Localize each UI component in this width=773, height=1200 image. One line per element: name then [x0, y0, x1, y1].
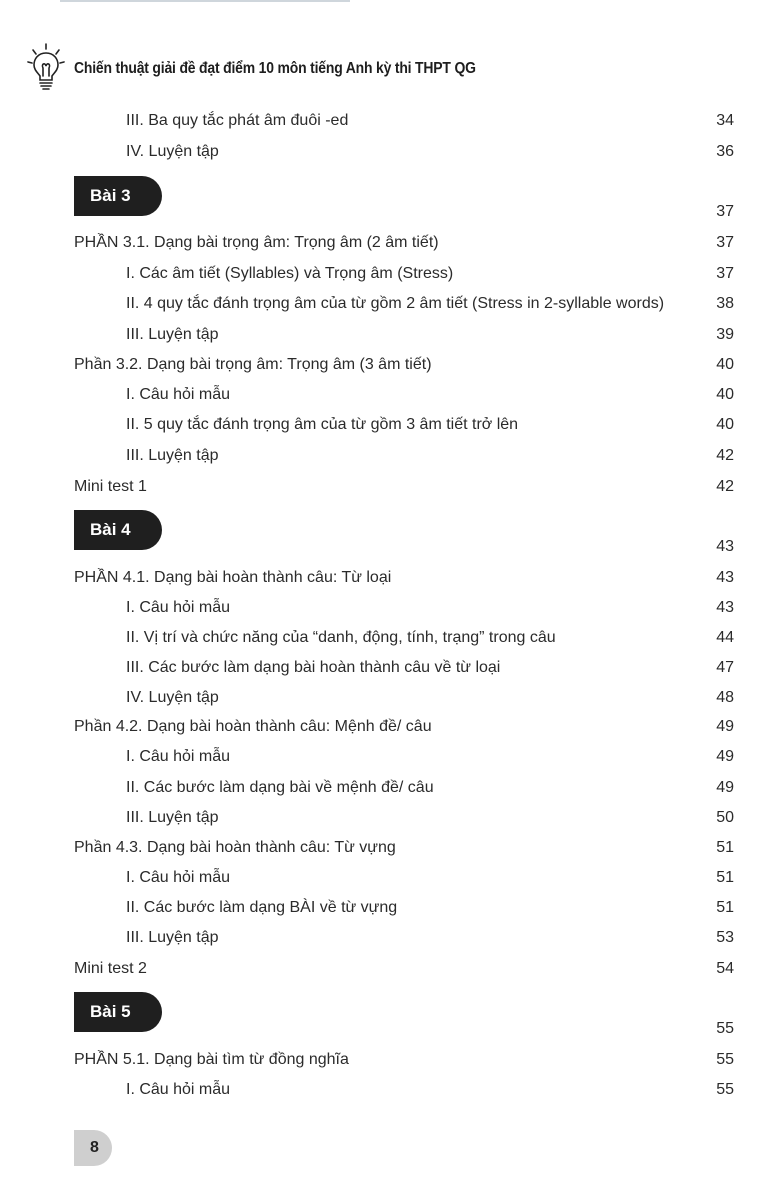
toc-entry[interactable]: [126, 382, 734, 408]
toc-entry-label: IV. Luyện tập: [126, 689, 219, 706]
toc-entry-page: 51: [716, 899, 734, 916]
toc-entry-page: 50: [716, 809, 734, 826]
toc-entry-page: 51: [716, 869, 734, 886]
toc-entry[interactable]: [126, 805, 734, 831]
toc-entry-page: 49: [716, 779, 734, 796]
toc-section[interactable]: [74, 474, 734, 500]
toc-entry-label: III. Các bước làm dạng bài hoàn thành câu về từ loại: [126, 659, 501, 676]
toc-entry[interactable]: [126, 625, 734, 651]
toc-entry[interactable]: [126, 925, 734, 951]
toc-section-label: Phần 3.2. Dạng bài trọng âm: Trọng âm (3 âm tiết): [74, 356, 432, 373]
toc-entry-label: IV. Luyện tập: [126, 143, 219, 160]
toc-entry[interactable]: [126, 1077, 734, 1103]
toc-entry[interactable]: [126, 595, 734, 621]
chapter-page: 43: [716, 538, 734, 555]
toc-entry-label: II. Vị trí và chức năng của “danh, động, tính, trạng” trong câu: [126, 629, 556, 646]
toc-entry-label: II. Các bước làm dạng bài về mệnh đề/ câu: [126, 779, 434, 796]
toc-entry[interactable]: [126, 895, 734, 921]
toc-entry-page: 47: [716, 659, 734, 676]
toc-section-page: 55: [716, 1051, 734, 1068]
chapter-page: 37: [716, 203, 734, 220]
toc-entry-label: I. Câu hỏi mẫu: [126, 386, 231, 403]
toc-section[interactable]: [74, 835, 734, 861]
toc-section[interactable]: [74, 565, 734, 591]
toc-entry[interactable]: [126, 412, 734, 438]
chapter-badge-bai-4[interactable]: Bài 4: [74, 510, 162, 550]
toc-entry[interactable]: [126, 139, 734, 165]
toc-section[interactable]: [74, 956, 734, 982]
toc-section-page: 43: [716, 569, 734, 586]
toc-entry[interactable]: [126, 261, 734, 287]
toc-section-page: 54: [716, 960, 734, 977]
toc-section-label: Mini test 1: [74, 478, 147, 495]
toc-section-page: 40: [716, 356, 734, 373]
toc-entry-label: III. Luyện tập: [126, 326, 219, 343]
toc-section-label: Mini test 2: [74, 960, 147, 977]
toc-section-label: Phần 4.3. Dạng bài hoàn thành câu: Từ vựng: [74, 839, 396, 856]
toc-entry-page: 40: [716, 416, 734, 433]
toc-entry[interactable]: [126, 744, 734, 770]
toc-entry-label: III. Ba quy tắc phát âm đuôi -ed: [126, 112, 349, 129]
toc-entry[interactable]: [126, 291, 734, 317]
page-number-badge: 8: [74, 1130, 112, 1166]
toc-entry-page: 43: [716, 599, 734, 616]
toc-entry-page: 48: [716, 689, 734, 706]
header-title: Chiến thuật giải đề đạt điểm 10 môn tiếng Anh kỳ thi THPT QG: [74, 60, 476, 77]
toc-entry-page: 55: [716, 1081, 734, 1098]
toc-entry-label: III. Luyện tập: [126, 809, 219, 826]
toc-section-label: PHẦN 3.1. Dạng bài trọng âm: Trọng âm (2 âm tiết): [74, 234, 439, 251]
toc-section-page: 42: [716, 478, 734, 495]
toc-entry[interactable]: [126, 775, 734, 801]
toc-entry-label: III. Luyện tập: [126, 929, 219, 946]
toc-entry-page: 53: [716, 929, 734, 946]
toc-entry[interactable]: [126, 322, 734, 348]
top-rule: [60, 0, 350, 2]
toc-entry-label: I. Câu hỏi mẫu: [126, 1081, 231, 1098]
toc-section-page: 37: [716, 234, 734, 251]
toc-entry-label: III. Luyện tập: [126, 447, 219, 464]
toc-section[interactable]: [74, 714, 734, 740]
toc-section-label: PHẦN 5.1. Dạng bài tìm từ đồng nghĩa: [74, 1051, 349, 1068]
toc-entry-label: I. Câu hỏi mẫu: [126, 748, 231, 765]
chapter-page: 55: [716, 1020, 734, 1037]
toc-entry-label: II. Các bước làm dạng BÀI về từ vựng: [126, 899, 398, 916]
toc-entry-page: 39: [716, 326, 734, 343]
toc-entry-page: 42: [716, 447, 734, 464]
toc-section-label: Phần 4.2. Dạng bài hoàn thành câu: Mệnh đề/ câu: [74, 718, 432, 735]
toc-section-page: 51: [716, 839, 734, 856]
toc-entry-page: 36: [716, 143, 734, 160]
toc-entry-page: 40: [716, 386, 734, 403]
toc-entry-page: 49: [716, 748, 734, 765]
chapter-badge-bai-3[interactable]: Bài 3: [74, 176, 162, 216]
toc-section[interactable]: [74, 352, 734, 378]
toc-entry-page: 44: [716, 629, 734, 646]
toc-entry-label: I. Câu hỏi mẫu: [126, 869, 231, 886]
toc-entry[interactable]: [126, 655, 734, 681]
lightbulb-icon: [26, 42, 66, 92]
toc-entry-page: 34: [716, 112, 734, 129]
toc-entry-page: 37: [716, 265, 734, 282]
toc-entry-label: II. 5 quy tắc đánh trọng âm của từ gồm 3 âm tiết trở lên: [126, 416, 519, 433]
toc-entry[interactable]: [126, 108, 734, 134]
toc-section[interactable]: [74, 230, 734, 256]
toc-section-label: PHẦN 4.1. Dạng bài hoàn thành câu: Từ loại: [74, 569, 392, 586]
toc-entry-page: 38: [716, 295, 734, 312]
page-header: [26, 42, 520, 92]
toc-entry[interactable]: [126, 685, 734, 711]
toc-entry-label: I. Câu hỏi mẫu: [126, 599, 231, 616]
toc-section-page: 49: [716, 718, 734, 735]
toc-entry[interactable]: [126, 865, 734, 891]
toc-entry[interactable]: [126, 443, 734, 469]
chapter-badge-bai-5[interactable]: Bài 5: [74, 992, 162, 1032]
toc-section[interactable]: [74, 1047, 734, 1073]
toc-entry-label: I. Các âm tiết (Syllables) và Trọng âm (Stress): [126, 265, 454, 282]
toc-entry-label: II. 4 quy tắc đánh trọng âm của từ gồm 2 âm tiết (Stress in 2-syllable words): [126, 295, 665, 312]
